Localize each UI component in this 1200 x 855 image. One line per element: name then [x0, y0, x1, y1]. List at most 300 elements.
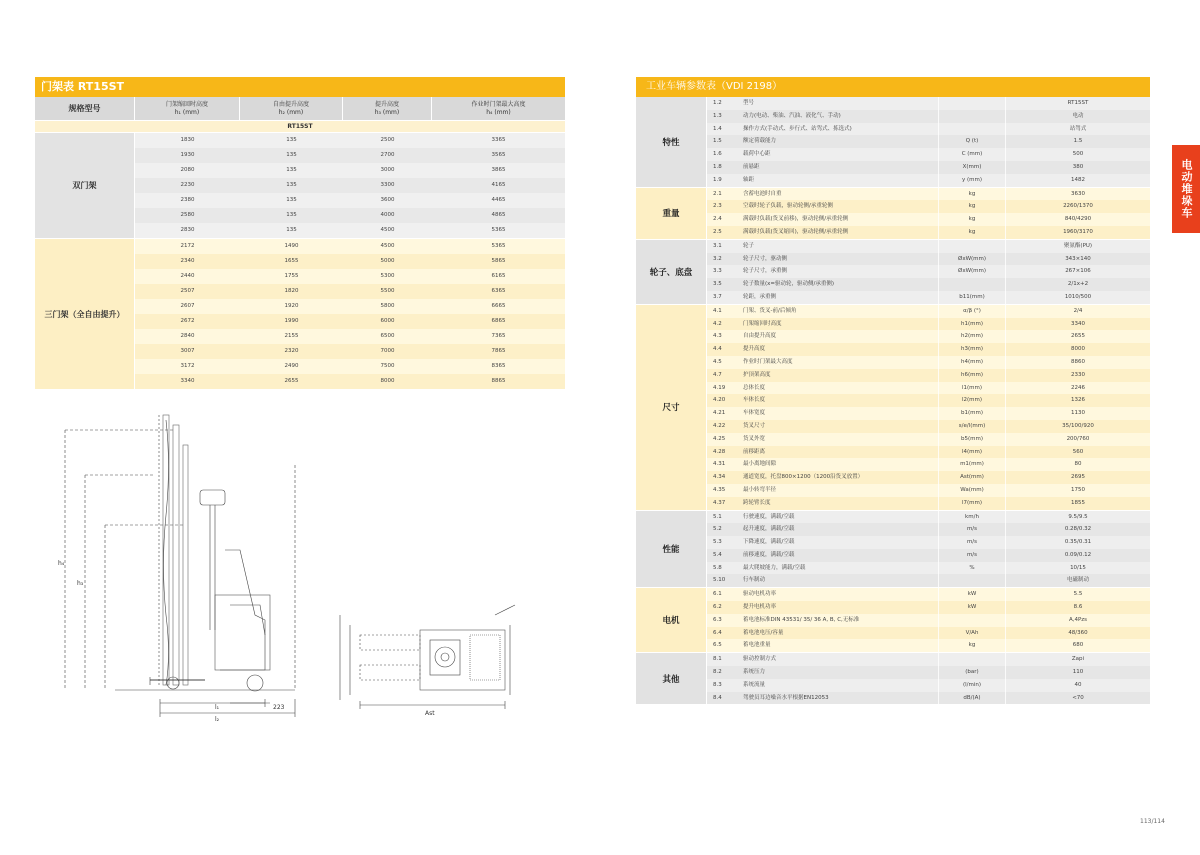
table-cell: 驱动控制方式	[743, 656, 777, 663]
table-row	[135, 178, 565, 193]
table-cell: 8000	[1005, 343, 1150, 356]
table-cell: 560	[1005, 446, 1150, 459]
table-row	[707, 549, 1150, 562]
header-h1: 门架缩回时高度 h₁ (mm)	[135, 97, 240, 120]
table-cell: kg	[938, 226, 1005, 239]
table-cell: 2340	[180, 258, 195, 264]
table-cell: dB/(A)	[938, 692, 1005, 705]
table-cell: 500	[1005, 148, 1150, 161]
table-row	[707, 226, 1150, 239]
table-cell: l4(mm)	[938, 446, 1005, 459]
table-cell: 4165	[491, 182, 506, 188]
table-cell: 8860	[1005, 356, 1150, 369]
table-row	[707, 458, 1150, 471]
table-cell: 3.3	[713, 268, 722, 275]
table-row	[707, 148, 1150, 161]
table-cell: h2(mm)	[938, 330, 1005, 343]
table-cell: 1750	[1005, 484, 1150, 497]
table-cell: 2695	[1005, 471, 1150, 484]
table-cell: 8.4	[713, 694, 722, 701]
table-cell: 3007	[180, 348, 195, 354]
table-cell: 6165	[491, 273, 506, 279]
vdi-group-label: 重量	[636, 188, 707, 239]
table-cell: 135	[286, 182, 297, 188]
table-cell: 5.10	[713, 577, 726, 584]
table-cell: (l/min)	[938, 679, 1005, 692]
table-row	[707, 174, 1150, 187]
table-cell: 最小离地间隙	[743, 461, 777, 468]
table-row	[707, 484, 1150, 497]
table-cell: 5800	[380, 303, 395, 309]
table-cell: 1930	[180, 152, 195, 158]
vdi-group	[636, 305, 1150, 511]
table-row	[707, 420, 1150, 433]
table-row	[135, 133, 565, 148]
table-cell: 1855	[1005, 497, 1150, 510]
table-cell: 2330	[1005, 369, 1150, 382]
table-cell	[938, 240, 1005, 253]
table-row	[707, 188, 1150, 201]
table-cell: 5.1	[713, 513, 722, 520]
table-cell: 3630	[1005, 188, 1150, 201]
table-cell: kg	[938, 188, 1005, 201]
table-row	[135, 329, 565, 344]
table-cell: kW	[938, 601, 1005, 614]
table-cell: 6.3	[713, 616, 722, 623]
vdi-group	[636, 188, 1150, 240]
vdi-group	[636, 653, 1150, 705]
table-cell: 轮子尺寸，驱动侧	[743, 255, 788, 262]
table-cell: 最小转弯半径	[743, 486, 777, 493]
table-cell	[938, 123, 1005, 136]
page-number: 113/114	[1140, 818, 1165, 825]
table-cell: 门架缩回时高度	[743, 320, 782, 327]
table-cell: 3172	[180, 363, 195, 369]
table-cell: 0.28/0.32	[1005, 523, 1150, 536]
table-cell: 2440	[180, 273, 195, 279]
table-cell: 2155	[284, 333, 299, 339]
table-cell: 2840	[180, 333, 195, 339]
table-cell: m/s	[938, 523, 1005, 536]
table-cell: 通道宽度，托盘800×1200（1200沿货叉放置）	[743, 474, 864, 481]
table-row	[707, 679, 1150, 692]
table-row	[135, 314, 565, 329]
vdi-groups	[636, 97, 1150, 705]
table-cell: 1.2	[713, 100, 722, 106]
table-cell: 6865	[491, 318, 506, 324]
table-cell: 电磁制动	[1005, 574, 1150, 587]
table-row	[707, 511, 1150, 524]
table-row	[707, 135, 1150, 148]
table-cell: 8.3	[713, 681, 722, 688]
table-cell: 7865	[491, 348, 506, 354]
dim-label-l2: l₂	[215, 716, 220, 723]
table-row	[135, 359, 565, 374]
table-cell: 8000	[380, 378, 395, 384]
table-cell: h1(mm)	[938, 318, 1005, 331]
table-cell: RT15ST	[1005, 97, 1150, 110]
table-cell: 1655	[284, 258, 299, 264]
table-cell: 蓄电池电压/容量	[743, 629, 784, 636]
table-row	[707, 446, 1150, 459]
table-cell: Q (t)	[938, 135, 1005, 148]
table-cell: m/s	[938, 536, 1005, 549]
table-cell: 2/1x+2	[1005, 278, 1150, 291]
table-cell: 3865	[491, 167, 506, 173]
category-side-tab: 电动堆垛车	[1172, 145, 1200, 233]
table-cell: 1820	[284, 288, 299, 294]
table-row	[707, 497, 1150, 510]
table-cell: 车体长度	[743, 397, 766, 404]
table-cell: %	[938, 562, 1005, 575]
table-cell: 车体宽度	[743, 410, 766, 417]
table-cell: α/β (°)	[938, 305, 1005, 318]
header-h3: 提升高度 h₃ (mm)	[343, 97, 432, 120]
table-cell: 1490	[284, 243, 299, 249]
table-row	[707, 356, 1150, 369]
table-cell: h3(mm)	[938, 343, 1005, 356]
table-cell: <70	[1005, 692, 1150, 705]
table-cell: 货叉外宽	[743, 435, 766, 442]
table-cell: 1326	[1005, 394, 1150, 407]
table-cell: 空载时轮子负载，驱动轮侧/承重轮侧	[743, 203, 833, 210]
table-cell: 2230	[180, 182, 195, 188]
table-cell: y (mm)	[938, 174, 1005, 187]
table-cell: km/h	[938, 511, 1005, 524]
table-row	[707, 161, 1150, 174]
dim-label-ast: Ast	[425, 710, 435, 717]
table-cell: 载荷中心距	[743, 151, 771, 158]
table-cell: 2490	[284, 363, 299, 369]
table-cell: Wa(mm)	[938, 484, 1005, 497]
table-cell: 轮子数量(x=驱动轮，驱动侧/承重侧)	[743, 281, 835, 288]
table-cell: 1960/3170	[1005, 226, 1150, 239]
table-row	[707, 639, 1150, 652]
table-cell: 1010/500	[1005, 291, 1150, 304]
table-cell: 7365	[491, 333, 506, 339]
table-row	[707, 574, 1150, 587]
dim-label-223: 223	[273, 704, 285, 711]
table-cell: 680	[1005, 639, 1150, 652]
table-cell: 3000	[380, 167, 395, 173]
table-cell: 行车制动	[743, 577, 766, 584]
table-cell: 8865	[491, 378, 506, 384]
table-cell: 2607	[180, 303, 195, 309]
mast-groups	[35, 133, 565, 389]
table-cell: 6.4	[713, 629, 722, 636]
header-model: 规格型号	[35, 97, 135, 120]
table-cell: 135	[286, 167, 297, 173]
table-cell: b11(mm)	[938, 291, 1005, 304]
table-cell: 1482	[1005, 174, 1150, 187]
table-cell: 10/15	[1005, 562, 1150, 575]
table-cell: 总体长度	[743, 384, 766, 391]
mast-group-label: 双门架	[35, 133, 135, 238]
vdi-group-label: 其他	[636, 653, 707, 704]
table-cell: 站驾式	[1005, 123, 1150, 136]
table-cell: 6.5	[713, 642, 722, 649]
table-cell: 2700	[380, 152, 395, 158]
table-cell: 1755	[284, 273, 299, 279]
table-cell: 1830	[180, 137, 195, 143]
table-cell	[938, 110, 1005, 123]
table-cell: 4.28	[713, 448, 726, 455]
table-cell: 跨轮臂长度	[743, 499, 771, 506]
table-cell: kg	[938, 213, 1005, 226]
table-cell: 5.2	[713, 526, 722, 533]
table-cell: 1.6	[713, 151, 722, 158]
table-cell: 5365	[491, 243, 506, 249]
table-cell: 作业时门架最大高度	[743, 358, 793, 365]
table-cell: s/e/l(mm)	[938, 420, 1005, 433]
table-cell: 5.5	[1005, 588, 1150, 601]
vdi-group	[636, 97, 1150, 188]
table-cell: 6000	[380, 318, 395, 324]
table-cell: (bar)	[938, 666, 1005, 679]
table-row	[707, 536, 1150, 549]
table-cell: 系统流量	[743, 681, 766, 688]
table-cell: 2320	[284, 348, 299, 354]
table-cell: 4.25	[713, 435, 726, 442]
table-cell: h4(mm)	[938, 356, 1005, 369]
table-cell	[938, 653, 1005, 666]
table-cell: 含蓄电池时自重	[743, 190, 782, 197]
table-row	[707, 253, 1150, 266]
vdi-group-label: 性能	[636, 511, 707, 588]
table-cell: 3600	[380, 197, 395, 203]
table-cell: 343×140	[1005, 253, 1150, 266]
table-cell: 267×106	[1005, 265, 1150, 278]
table-cell: 自由提升高度	[743, 333, 777, 340]
dim-label-l1: l₁	[215, 704, 220, 711]
table-cell: 3365	[491, 137, 506, 143]
table-row	[707, 382, 1150, 395]
table-cell: 4500	[380, 227, 395, 233]
table-cell: ØxW(mm)	[938, 265, 1005, 278]
table-row	[707, 318, 1150, 331]
table-row	[707, 97, 1150, 110]
table-row	[135, 239, 565, 254]
table-cell: 4.3	[713, 333, 722, 340]
vdi-group-label: 电机	[636, 588, 707, 652]
table-cell: 135	[286, 152, 297, 158]
table-cell: 1.8	[713, 163, 722, 170]
table-cell: m/s	[938, 549, 1005, 562]
side-view-drawing	[55, 405, 325, 725]
table-cell: X(mm)	[938, 161, 1005, 174]
table-cell: 4465	[491, 197, 506, 203]
table-cell: 3340	[1005, 318, 1150, 331]
mast-group-double	[35, 133, 565, 238]
table-cell: ØxW(mm)	[938, 253, 1005, 266]
table-cell: 6665	[491, 303, 506, 309]
table-row	[707, 123, 1150, 136]
header-h4: 作业时门架最大高度 h₄ (mm)	[471, 100, 526, 116]
table-cell: 135	[286, 197, 297, 203]
table-row	[135, 344, 565, 359]
table-row	[707, 614, 1150, 627]
table-cell	[938, 614, 1005, 627]
table-cell: 3300	[380, 182, 395, 188]
table-cell: 5300	[380, 273, 395, 279]
table-cell: 5000	[380, 258, 395, 264]
table-row	[707, 653, 1150, 666]
table-row	[135, 208, 565, 223]
table-cell: 轮子尺寸，承重侧	[743, 268, 788, 275]
table-cell: 提升高度	[743, 346, 766, 353]
table-cell: 8.6	[1005, 601, 1150, 614]
table-cell: 380	[1005, 161, 1150, 174]
table-row	[707, 666, 1150, 679]
table-cell: 8.2	[713, 669, 722, 676]
table-cell: 驾驶员耳边噪音水平根据EN12053	[743, 694, 829, 701]
table-cell: 驱动电机功率	[743, 591, 777, 598]
table-cell: 135	[286, 227, 297, 233]
table-cell: 4.21	[713, 410, 726, 417]
table-row	[707, 523, 1150, 536]
table-cell: 2580	[180, 212, 195, 218]
vdi-table-title: 工业车辆参数表（VDI 2198）	[636, 77, 1150, 97]
table-cell: 200/760	[1005, 433, 1150, 446]
table-cell: b1(mm)	[938, 407, 1005, 420]
table-row	[707, 588, 1150, 601]
table-cell: l7(mm)	[938, 497, 1005, 510]
table-row	[707, 343, 1150, 356]
table-row	[707, 330, 1150, 343]
table-cell: 4.35	[713, 486, 726, 493]
table-cell: 3.5	[713, 281, 722, 288]
table-cell: 6.2	[713, 604, 722, 611]
top-view-drawing	[330, 595, 530, 725]
table-cell: 48/360	[1005, 627, 1150, 640]
table-cell: 5865	[491, 258, 506, 264]
table-row	[135, 148, 565, 163]
table-cell: 0.09/0.12	[1005, 549, 1150, 562]
table-cell	[938, 574, 1005, 587]
mast-table	[35, 77, 565, 389]
table-cell: b5(mm)	[938, 433, 1005, 446]
table-cell: 提升电机功率	[743, 604, 777, 611]
table-cell: Zapi	[1005, 653, 1150, 666]
table-row	[707, 213, 1150, 226]
table-cell: 2172	[180, 243, 195, 249]
table-row	[707, 369, 1150, 382]
table-row	[707, 601, 1150, 614]
table-cell: 系统压力	[743, 669, 766, 676]
table-cell: 0.35/0.31	[1005, 536, 1150, 549]
vdi-parameter-table	[636, 77, 1150, 705]
table-cell: 2260/1370	[1005, 200, 1150, 213]
table-cell: 3565	[491, 152, 506, 158]
table-cell: 8365	[491, 363, 506, 369]
table-cell: h6(mm)	[938, 369, 1005, 382]
table-cell: kg	[938, 200, 1005, 213]
table-cell: 1.5	[1005, 135, 1150, 148]
table-cell: 3.2	[713, 255, 722, 262]
table-cell: 前移距离	[743, 448, 766, 455]
table-cell: 9.5/9.5	[1005, 511, 1150, 524]
dim-label-h3: h₃	[77, 580, 84, 587]
table-cell: 2.3	[713, 203, 722, 210]
table-cell: 5.3	[713, 539, 722, 546]
table-cell: 6.1	[713, 591, 722, 598]
table-row	[707, 305, 1150, 318]
table-cell: 7500	[380, 363, 395, 369]
table-cell: 4.37	[713, 499, 726, 506]
mast-model-row: RT15ST	[35, 121, 565, 133]
table-row	[707, 562, 1150, 575]
table-row	[707, 471, 1150, 484]
table-cell: 最大爬坡能力，满载/空载	[743, 564, 806, 571]
table-row	[707, 627, 1150, 640]
table-cell: 4.2	[713, 320, 722, 327]
table-cell: 下降速度，满载/空载	[743, 539, 795, 546]
table-cell: 4.7	[713, 371, 722, 378]
table-cell: V/Ah	[938, 627, 1005, 640]
dim-label-h4: h₄	[58, 560, 65, 567]
table-cell: 4.4	[713, 346, 722, 353]
table-row	[707, 110, 1150, 123]
table-cell: 40	[1005, 679, 1150, 692]
table-cell: 5.4	[713, 551, 722, 558]
table-row	[707, 278, 1150, 291]
table-cell: 起升速度，满载/空载	[743, 526, 795, 533]
table-row	[707, 240, 1150, 253]
table-cell: 2655	[284, 378, 299, 384]
table-cell: 2246	[1005, 382, 1150, 395]
table-cell: 护顶架高度	[743, 371, 771, 378]
table-cell: 4500	[380, 243, 395, 249]
table-cell: m1(mm)	[938, 458, 1005, 471]
vdi-group	[636, 588, 1150, 653]
table-cell: 1.5	[713, 138, 722, 145]
table-cell: 4865	[491, 212, 506, 218]
vdi-group-label: 尺寸	[636, 305, 707, 510]
table-cell: 3.1	[713, 242, 722, 249]
table-row	[135, 269, 565, 284]
table-cell: 满载时负载(货叉缩回)，驱动轮侧/承重轮侧	[743, 228, 849, 235]
table-row	[707, 407, 1150, 420]
table-cell: 2830	[180, 227, 195, 233]
table-cell: 2507	[180, 288, 195, 294]
table-cell: 蓄电池重量	[743, 642, 771, 649]
table-cell: 135	[286, 212, 297, 218]
table-cell: 4000	[380, 212, 395, 218]
table-cell: 2080	[180, 167, 195, 173]
table-cell: 电动	[1005, 110, 1150, 123]
table-row	[135, 193, 565, 208]
table-cell: kW	[938, 588, 1005, 601]
table-cell: l2(mm)	[938, 394, 1005, 407]
table-cell: 轮子	[743, 242, 755, 249]
table-cell: 1990	[284, 318, 299, 324]
vdi-group-label: 轮子、底盘	[636, 240, 707, 304]
table-row	[707, 265, 1150, 278]
table-cell: 4.19	[713, 384, 726, 391]
table-cell: 1.9	[713, 176, 722, 183]
table-cell: 4.34	[713, 474, 726, 481]
table-cell: 蓄电池标准DIN 43531/ 35/ 36 A, B, C,无标准	[743, 616, 860, 623]
mast-group-triple	[35, 238, 565, 389]
table-cell: 4.31	[713, 461, 726, 468]
table-row	[707, 394, 1150, 407]
table-cell: 4.22	[713, 422, 726, 429]
table-cell: 前悬距	[743, 163, 760, 170]
table-cell: 840/4290	[1005, 213, 1150, 226]
vdi-group	[636, 511, 1150, 589]
table-cell: 2/4	[1005, 305, 1150, 318]
table-cell: 2.4	[713, 216, 722, 223]
